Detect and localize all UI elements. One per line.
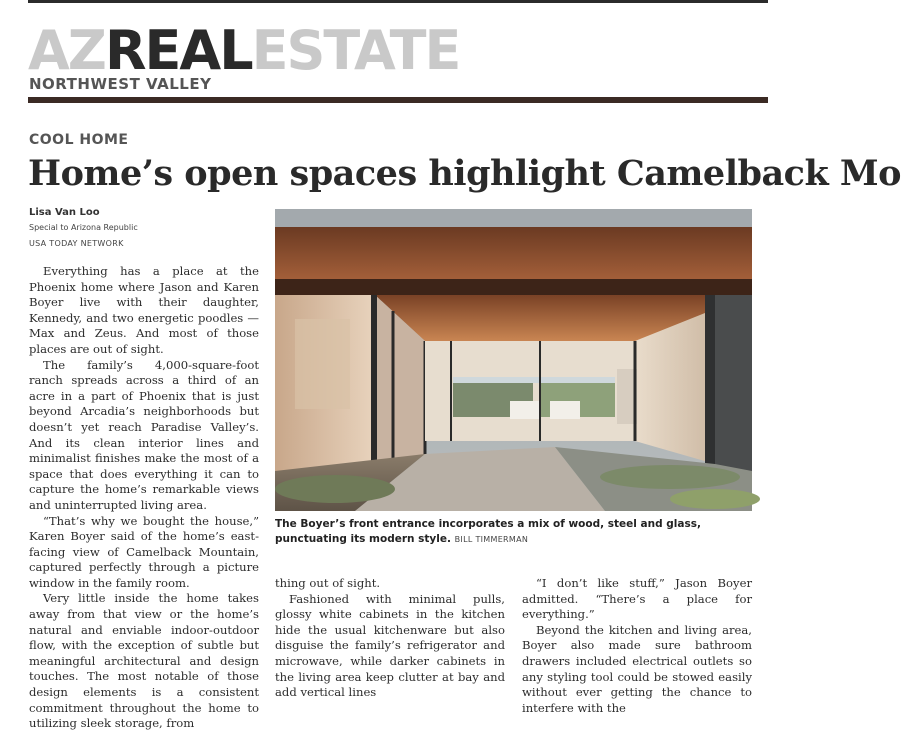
byline: Lisa Van Loo [29, 207, 100, 218]
paragraph: Very little inside the home takes away from that view or the home’s natural and enviable indoor-outdoor flow, with the exception of subtle but meaningful architectural and design touches. The most notable of those design elements is a consistent commitment throughout the home to utilizing sleek storage, from [29, 591, 259, 731]
top-rule [28, 0, 768, 3]
masthead-logo [28, 19, 460, 82]
paragraph: Beyond the kitchen and living area, Boyer also made sure bathroom drawers included electrical outlets so any styling tool could be stowed easily without ever getting the chance to interfere with the [522, 622, 752, 715]
section-label: COOL HOME [29, 132, 129, 148]
byline-credit: Special to Arizona Republic [29, 223, 138, 232]
body-column-1 [29, 264, 259, 731]
caption-text: The Boyer’s front entrance incorporates a mix of wood, steel and glass, punctuating its modern style. [275, 518, 701, 545]
paragraph: The family’s 4,000-square-foot ranch spreads across a third of an acre in a part of Phoenix that is just beyond Arcadia’s neighborhoods but doesn’t yet reach Paradise Valley’s. And its clean interior lines and minimalist finishes make the most of a space that does everything it can to capture the home’s remarkable views and uninterrupted living area. [29, 357, 259, 512]
masthead-estate: ESTATE [251, 19, 460, 82]
photo-credit: BILL TIMMERMAN [454, 535, 529, 544]
body-column-2 [275, 576, 505, 700]
edition-label: NORTHWEST VALLEY [29, 75, 212, 93]
photo-caption [275, 517, 752, 547]
article-photo [275, 209, 752, 511]
paragraph: Everything has a place at the Phoenix home where Jason and Karen Boyer live with their daughter, Kennedy, and two energetic poodles — Max and Zeus. And most of those places are out of sight. [29, 264, 259, 356]
masthead-real: REAL [104, 19, 252, 82]
paragraph: “That’s why we bought the house,” Karen Boyer said of the home’s east-facing view of Camelback Mountain, captured perfectly through a picture window in the family room. [29, 513, 259, 590]
paragraph: “I don’t like stuff,” Jason Boyer admitted. “There’s a place for everything.” [522, 576, 752, 622]
byline-network: USA TODAY NETWORK [29, 239, 124, 248]
masthead-az: AZ [28, 19, 105, 82]
house-entrance-image [275, 209, 752, 511]
masthead-rule [28, 97, 768, 103]
body-column-3 [522, 576, 752, 715]
paragraph: Fashioned with minimal pulls, glossy white cabinets in the kitchen hide the usual kitchenware but also disguise the family’s refrigerator and microwave, while darker cabinets in the living area keep clutter at bay and add vertical lines [275, 591, 505, 700]
headline: Home’s open spaces highlight Camelback Mo [28, 153, 901, 194]
paragraph: thing out of sight. [275, 576, 381, 590]
